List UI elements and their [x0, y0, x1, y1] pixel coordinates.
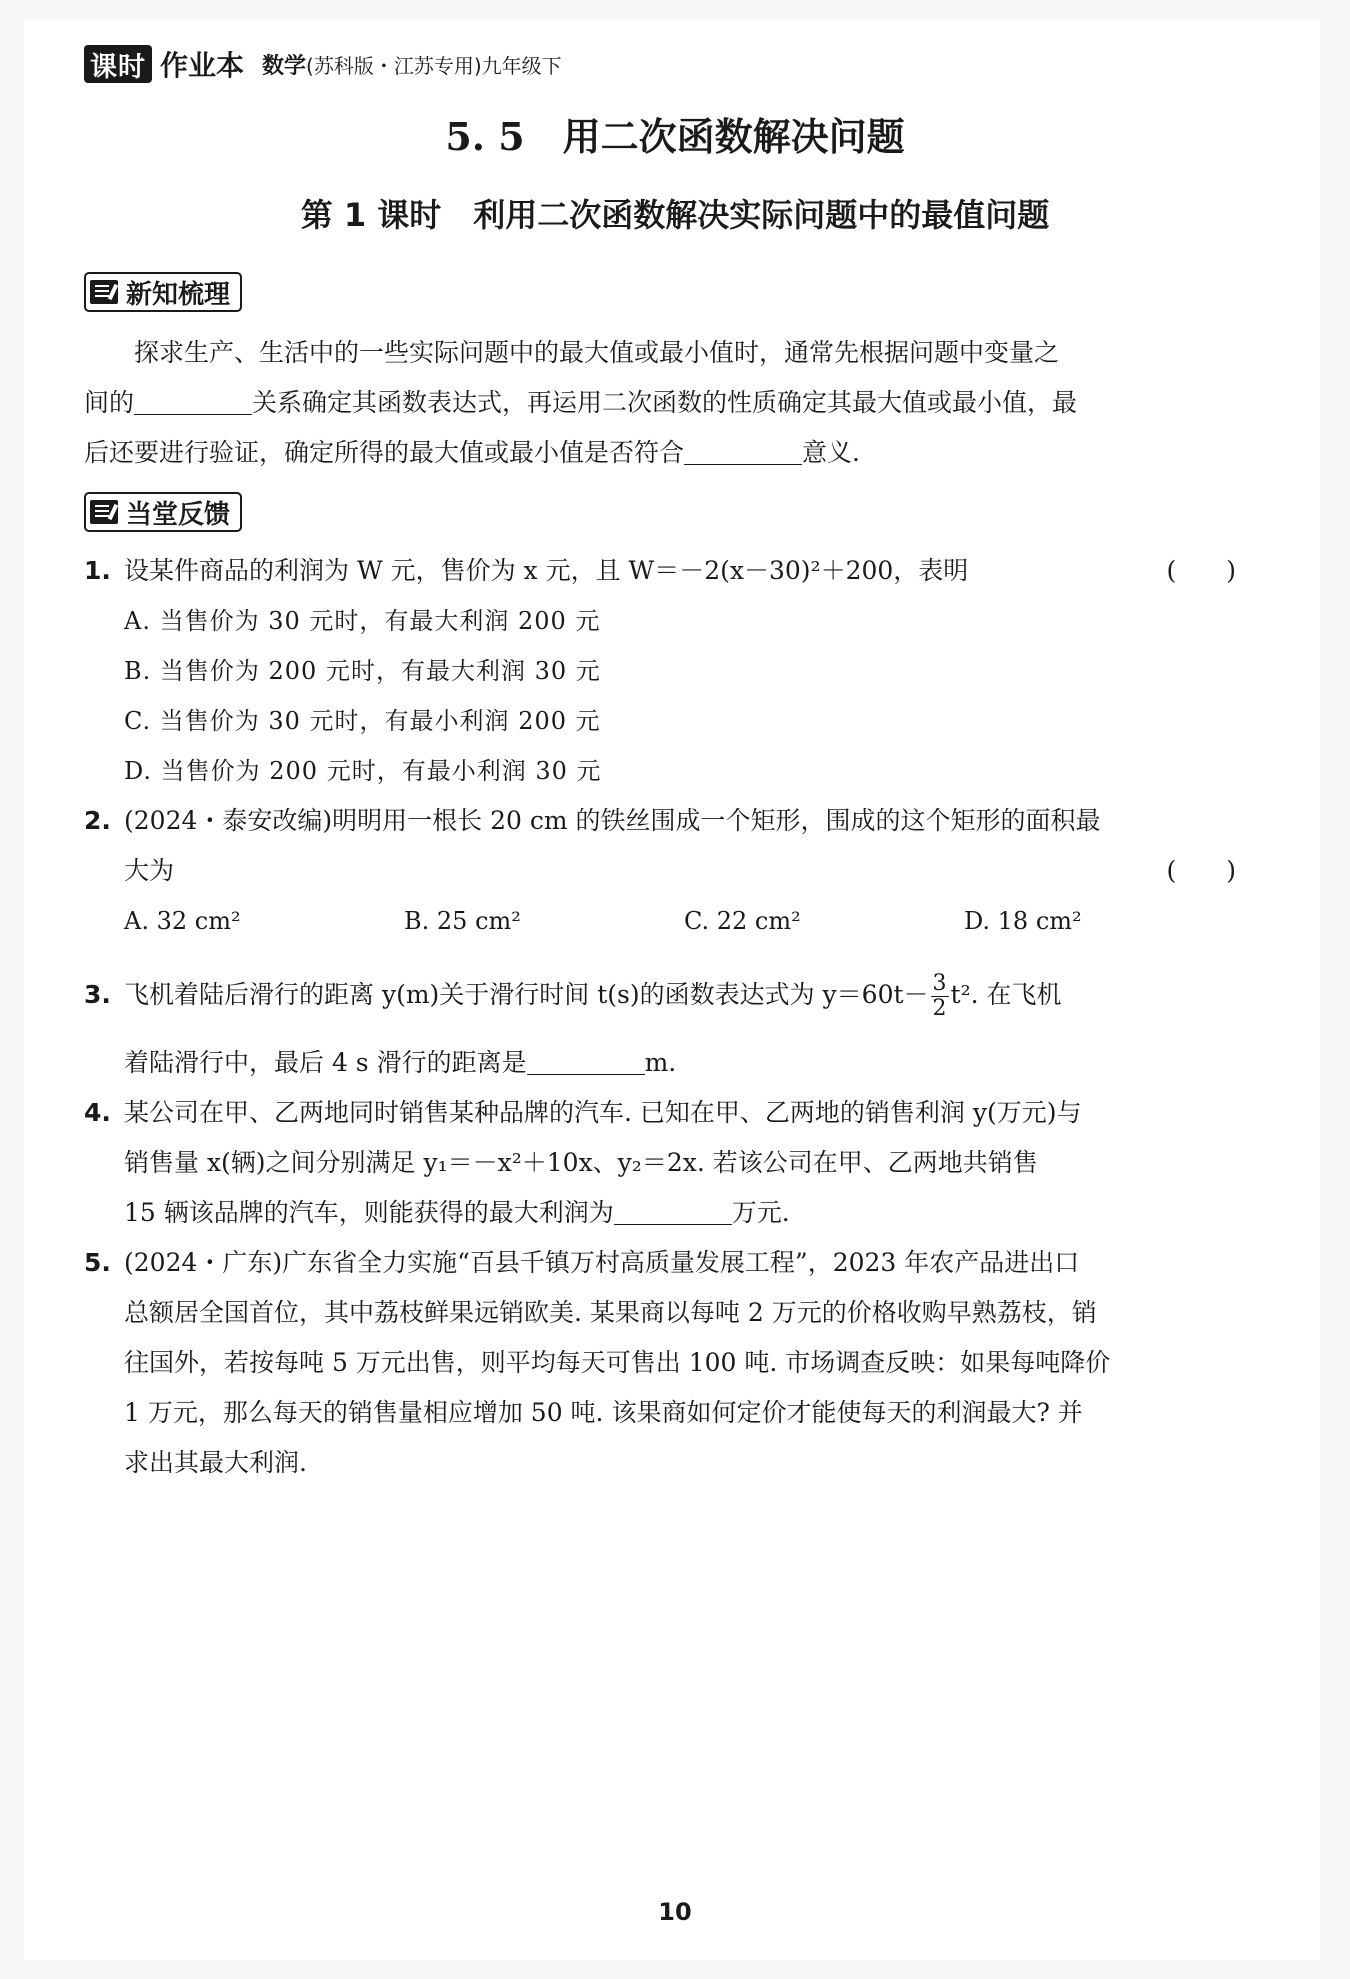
fraction-denominator: 2	[932, 996, 947, 1021]
tag-new-knowledge	[84, 272, 242, 312]
subject-name: 数学	[262, 53, 307, 79]
fraction	[931, 972, 949, 1021]
answer-paren[interactable]: ( )	[1166, 556, 1236, 585]
intro-text: 关系确定其函数表达式，再运用二次函数的性质确定其最大值或最小值，最	[252, 388, 1078, 417]
question-stem: 万元.	[731, 1198, 790, 1227]
question-stem: (2024・广东)广东省全力实施“百县千镇万村高质量发展工程”，2023 年农产品进出口	[124, 1248, 1080, 1277]
section-title: 5. 5 用二次函数解决问题	[445, 114, 905, 159]
lesson-title: 第 1 课时 利用二次函数解决实际问题中的最值问题	[300, 196, 1050, 234]
option-d: D. 当售价为 200 元时，有最小利润 30 元	[124, 757, 602, 785]
pencil-icon	[90, 500, 118, 524]
question-number: 4.	[84, 1098, 111, 1127]
question-1	[84, 546, 1244, 596]
book-name: 作业本	[160, 49, 245, 82]
question-number: 3.	[84, 980, 111, 1009]
question-stem: 大为	[124, 856, 175, 885]
question-stem: 某公司在甲、乙两地同时销售某种品牌的汽车. 已知在甲、乙两地的销售利润 y(万元)与	[124, 1098, 1082, 1127]
header-subject	[262, 49, 562, 80]
question-4	[84, 1088, 1244, 1138]
tag-new-knowledge-label: 新知梳理	[126, 279, 231, 310]
intro-line-2	[84, 378, 1244, 428]
question-stem: 15 辆该品牌的汽车，则能获得的最大利润为	[124, 1198, 614, 1227]
question-number: 1.	[84, 556, 111, 585]
answer-blank[interactable]	[614, 1196, 732, 1225]
question-3-cont	[84, 1038, 1284, 1088]
intro-line-1: 探求生产、生活中的一些实际问题中的最大值或最小值时，通常先根据问题中变量之	[134, 338, 1060, 367]
question-stem: t². 在飞机	[950, 980, 1062, 1009]
option-b: B. 当售价为 200 元时，有最大利润 30 元	[124, 657, 601, 685]
question-3	[84, 970, 1244, 1021]
option-a: A. 当售价为 30 元时，有最大利润 200 元	[124, 607, 601, 635]
page-number: 10	[658, 1898, 692, 1926]
question-5-line-4: 1 万元，那么每天的销售量相应增加 50 吨. 该果商如何定价才能使每天的利润最大? 并	[124, 1398, 1083, 1427]
answer-blank[interactable]	[527, 1046, 645, 1075]
question-number: 5.	[84, 1248, 111, 1277]
option-c: C. 当售价为 30 元时，有最小利润 200 元	[124, 707, 601, 735]
notebook-icon	[90, 280, 118, 304]
tag-feedback	[84, 492, 242, 532]
option-c: C. 22 cm²	[684, 907, 801, 935]
running-header	[84, 42, 562, 86]
question-2-cont	[84, 846, 1244, 896]
question-5-line-2: 总额居全国首位，其中荔枝鲜果远销欧美. 某果商以每吨 2 万元的价格收购早熟荔枝，销	[124, 1298, 1097, 1327]
edition-label: (苏科版・江苏专用)九年级下	[306, 53, 562, 78]
option-b: B. 25 cm²	[404, 907, 521, 935]
question-stem: 设某件商品的利润为 W 元，售价为 x 元，且 W＝－2(x－30)²＋200，表明	[124, 556, 969, 585]
question-stem: 着陆滑行中，最后 4 s 滑行的距离是	[124, 1048, 527, 1077]
series-logo: 课时	[84, 45, 152, 83]
answer-blank[interactable]	[684, 436, 802, 465]
option-d: D. 18 cm²	[964, 907, 1082, 935]
question-4-line-3	[84, 1188, 1284, 1238]
answer-paren[interactable]: ( )	[1166, 856, 1236, 885]
question-4-line-2: 销售量 x(辆)之间分别满足 y₁＝－x²＋10x、y₂＝2x. 若该公司在甲、乙两地共销售	[124, 1148, 1038, 1177]
answer-blank[interactable]	[134, 386, 252, 415]
question-5-line-5: 求出其最大利润.	[124, 1448, 307, 1477]
question-number: 2.	[84, 806, 111, 835]
intro-text: 意义.	[802, 438, 860, 467]
tag-feedback-label: 当堂反馈	[126, 499, 231, 530]
question-5-line-3: 往国外，若按每吨 5 万元出售，则平均每天可售出 100 吨. 市场调查反映：如果每吨降价	[124, 1348, 1111, 1377]
question-2	[84, 796, 1244, 846]
fraction-numerator: 3	[932, 971, 947, 996]
intro-line-3	[84, 428, 1244, 478]
option-a: A. 32 cm²	[124, 907, 241, 935]
intro-text: 间的	[84, 388, 135, 417]
question-stem: m.	[644, 1048, 677, 1077]
intro-text: 后还要进行验证，确定所得的最大值或最小值是否符合	[84, 438, 685, 467]
question-5	[84, 1238, 1244, 1288]
question-stem: (2024・泰安改编)明明用一根长 20 cm 的铁丝围成一个矩形，围成的这个矩形的面积最	[124, 806, 1101, 835]
question-stem: 飞机着陆后滑行的距离 y(m)关于滑行时间 t(s)的函数表达式为 y＝60t－	[124, 980, 929, 1009]
